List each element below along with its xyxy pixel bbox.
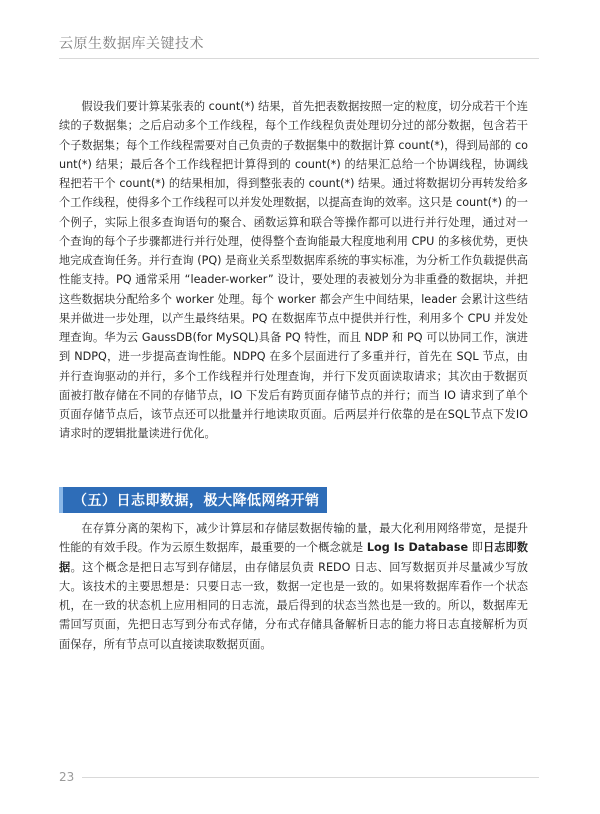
running-header-title: 云原生数据库关键技术: [59, 36, 204, 52]
section-heading-text: （五）日志即数据，极大降低网络开销: [73, 493, 320, 509]
page-number: 23: [59, 770, 75, 784]
body-paragraph-parallel-query: 假设我们要计算某张表的 count(*) 结果，首先把表数据按照一定的粒度，切分成若干个连续的子数据集；之后启动多个工作线程，每个工作线程负责处理切分过的部分数据，包含若干个子数据集；每个工作线程需要对自己负责的子数据集中的数据计算 count(*)，得到局部的 count(*) 结果；最后各个工作线程把计算得到的 count(*) 的结果汇总给一个协调线程，协调线程把若干个 count(*) 的结果相加，得到整张表的 count(*) 结果。通过将数据切分再转发给多个工作线程，使得多个工作线程可以并发处理数据，以提高查询的效率。这只是 count(*) 的一个例子，实际上很多查询语句的聚合、函数运算和联合等操作都可以进行并行处理，通过对一个查询的每个子步骤都进行并行处理，使得整个查询能最大程度地利用 CPU 的多核优势，更快地完成查询任务。并行查询 (PQ) 是商业关系型数据库系统的事实标准，为分析工作负载提供高性能支持。PQ 通常采用 “leader-worker” 设计，要处理的表被划分为非重叠的数据块，并把这些数据块分配给多个 worker 处理。每个 worker 都会产生中间结果，leader 会累计这些结果并做进一步处理，以产生最终结果。PQ 在数据库节点中提供并行性，利用多个 CPU 并发处理查询。华为云 GaussDB(for MySQL)具备 PQ 特性，而且 NDP 和 PQ 可以协同工作，演进到 NDPQ，进一步提高查询性能。NDPQ 在多个层面进行了多重并行，首先在 SQL 节点，由并行查询驱动的并行，多个工作线程并行处理查询，并行下发页面读取请求；其次由于数据页面被打散存储在不同的存储节点，IO 下发后有跨页面存储节点的并行；而当 IO 请求到了单个页面存储节点后，该节点还可以批量并行地读取页面。后两层并行依靠的是在SQL节点下发IO请求时的逻辑批量读进行优化。: [59, 100, 528, 441]
section-heading: [59, 487, 327, 513]
paragraph-text-segment: 即: [468, 541, 483, 555]
paragraph-text-segment: 。这个概念是把日志写到存储层，由存储层负责 REDO 日志、回写数据页并尽量减少写放大。该技术的主要思想是：只要日志一致，数据一定也是一致的。如果将数据库看作一个状态机，在一致的状态机上应用相同的日志流，最后得到的状态当然也是一致的。所以，数据库无需回写页面，先把日志写到分布式存储，分布式存储具备解析日志的能力将日志直接解析为页面保存，所有节点可以直接读取数据页面。: [59, 560, 528, 651]
paragraph-text-segment: 在存算分离的架构下，减少计算层和存储层数据传输的量，最大化利用网络带宽，是提升性能的有效手段。作为云原生数据库，最重要的一个概念就是: [59, 522, 528, 555]
bold-term-chinese: 日志即数据: [59, 541, 528, 574]
footer-divider: [82, 777, 539, 778]
bold-term-log-is-database: Log Is Database: [366, 541, 469, 555]
body-paragraph-log-is-database: [59, 519, 528, 654]
header-divider: [59, 58, 539, 59]
